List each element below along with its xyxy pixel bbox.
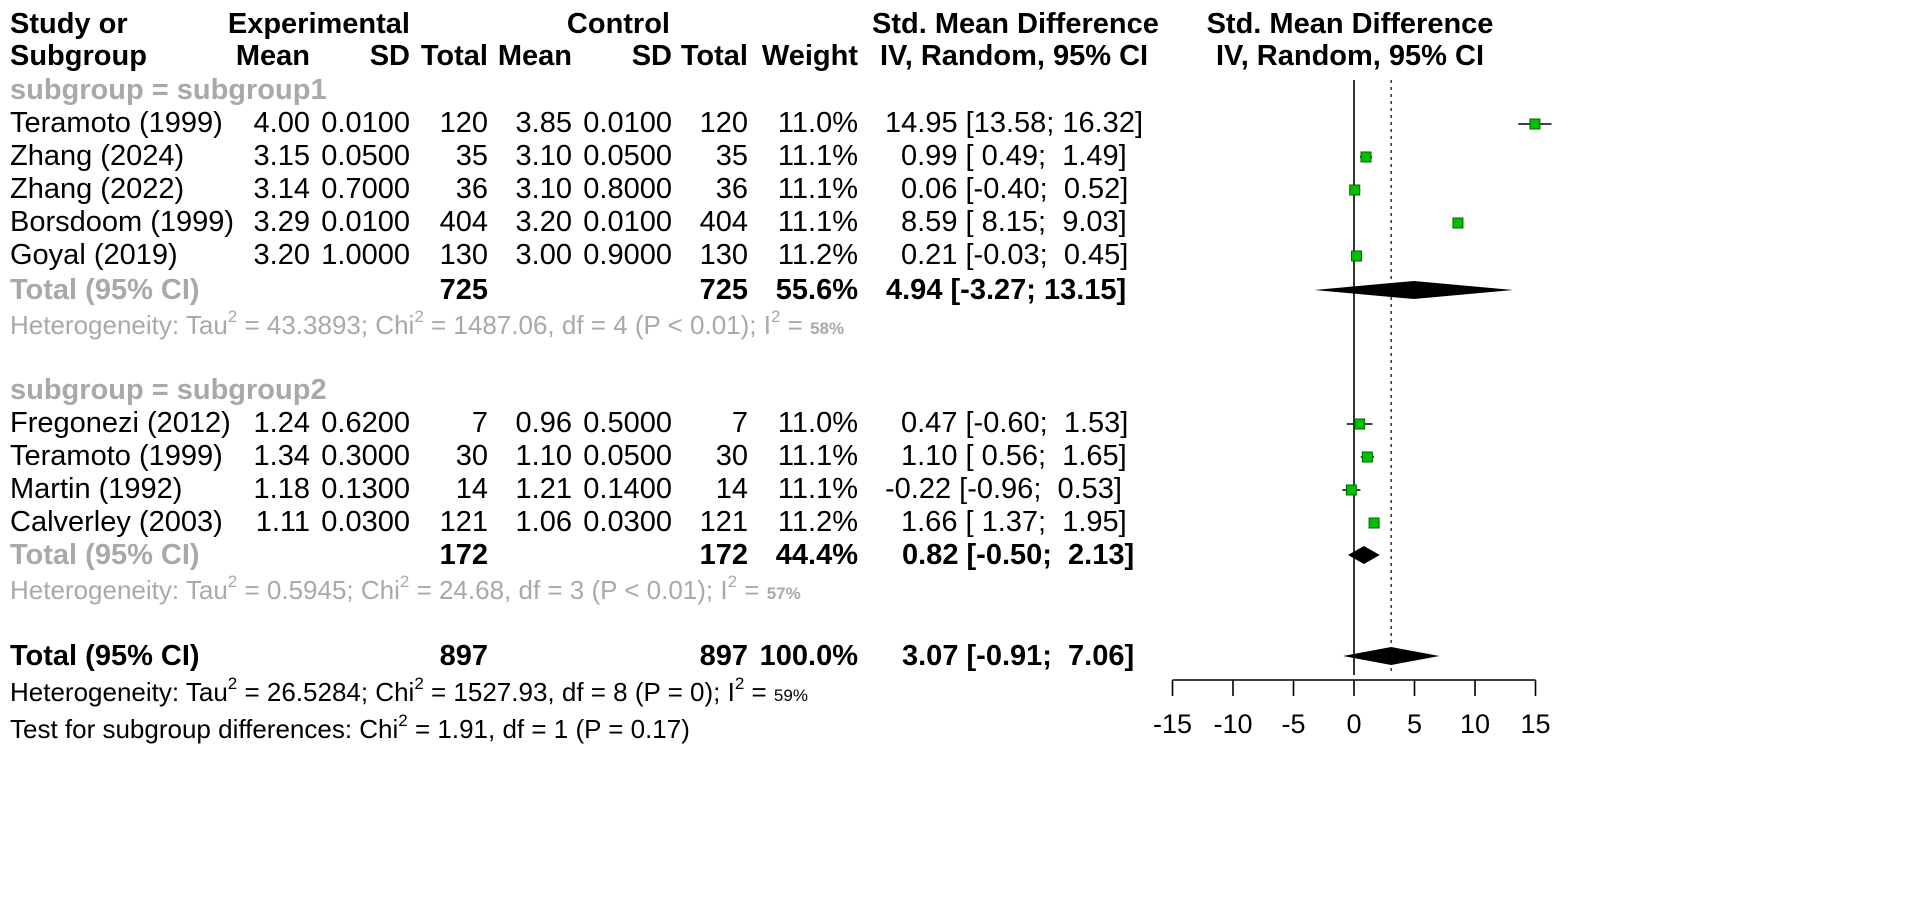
study-square: [1369, 518, 1379, 528]
study-name: Borsdoom (1999): [10, 206, 235, 238]
overall-weight: 100.0%: [759, 640, 858, 672]
summary-diamond-overall: [1343, 647, 1439, 665]
weight: 11.0%: [777, 107, 858, 139]
subgroup-ctrl-total: 725: [699, 274, 748, 306]
study-square: [1453, 218, 1463, 228]
ctrl-mean: 1.21: [515, 473, 572, 505]
ctrl-mean: 3.20: [515, 206, 572, 238]
header-exp-sd: SD: [369, 40, 410, 72]
ctrl-mean: 3.10: [515, 173, 572, 205]
exp-total: 7: [471, 407, 488, 439]
subgroup-smd-ci: 0.82 [-0.50; 2.13]: [902, 539, 1135, 571]
subgroup-total-label: Total (95% CI): [10, 539, 200, 571]
exp-sd: 0.6200: [321, 407, 410, 439]
study-name: Teramoto (1999): [10, 107, 223, 139]
ctrl-sd: 0.0100: [583, 206, 672, 238]
subgroup-smd-ci: 4.94 [-3.27; 13.15]: [886, 274, 1127, 306]
overall-ctrl-total: 897: [699, 640, 748, 672]
header-exp-mean: Mean: [235, 40, 310, 72]
study-name: Calverley (2003): [10, 506, 223, 538]
overall-smd-ci: 3.07 [-0.91; 7.06]: [902, 640, 1135, 672]
header-ctrl-total: Total: [680, 40, 748, 72]
exp-mean: 3.29: [253, 206, 310, 238]
ctrl-total: 36: [715, 173, 748, 205]
smd-ci: 1.66 [ 1.37; 1.95]: [901, 506, 1127, 538]
exp-mean: 3.20: [253, 239, 310, 271]
overall-exp-total: 897: [439, 640, 488, 672]
exp-mean: 4.00: [253, 107, 310, 139]
ctrl-mean: 3.00: [515, 239, 572, 271]
header-weight: Weight: [761, 40, 858, 72]
exp-total: 120: [439, 107, 488, 139]
x-tick-label: 5: [1406, 709, 1423, 739]
study-square: [1352, 251, 1362, 261]
weight: 11.1%: [777, 206, 858, 238]
summary-diamond-subgroup2: [1348, 546, 1380, 564]
exp-sd: 0.0500: [321, 140, 410, 172]
exp-total: 35: [455, 140, 488, 172]
study-square: [1346, 485, 1356, 495]
header-exp-total: Total: [420, 40, 488, 72]
subgroup-label: subgroup = subgroup2: [10, 374, 327, 406]
weight: 11.1%: [777, 173, 858, 205]
ctrl-total: 404: [699, 206, 748, 238]
ctrl-total: 120: [699, 107, 748, 139]
exp-sd: 0.7000: [321, 173, 410, 205]
ctrl-total: 130: [699, 239, 748, 271]
ctrl-total: 35: [715, 140, 748, 172]
subgroup-total-label: Total (95% CI): [10, 274, 200, 306]
ctrl-mean: 3.85: [515, 107, 572, 139]
exp-sd: 1.0000: [321, 239, 410, 271]
exp-mean: 1.18: [253, 473, 310, 505]
heterogeneity-text: Heterogeneity: Tau$^2$ = 43.3893; Chi$^2$ = 1487.06, df = 4 (P < 0.01); $I^2 = 58\%$: [10, 307, 845, 340]
x-tick-label: -10: [1213, 709, 1253, 739]
ctrl-mean: 1.10: [515, 440, 572, 472]
ctrl-sd: 0.9000: [583, 239, 672, 271]
subgroup-label: subgroup = subgroup1: [10, 74, 327, 106]
header-experimental: Experimental: [227, 8, 410, 40]
study-name: Martin (1992): [10, 473, 183, 505]
subgroup-exp-total: 725: [439, 274, 488, 306]
smd-ci: 8.59 [ 8.15; 9.03]: [901, 206, 1127, 238]
weight: 11.1%: [777, 140, 858, 172]
smd-ci: 0.99 [ 0.49; 1.49]: [901, 140, 1127, 172]
smd-ci: 0.47 [-0.60; 1.53]: [901, 407, 1129, 439]
ctrl-total: 30: [715, 440, 748, 472]
header-study-line2: Subgroup: [10, 40, 147, 72]
ctrl-sd: 0.0300: [583, 506, 672, 538]
heterogeneity-text: Heterogeneity: Tau$^2$ = 0.5945; Chi$^2$ = 24.68, df = 3 (P < 0.01); $I^2 = 57\%$: [10, 572, 801, 605]
study-square: [1362, 452, 1372, 462]
ctrl-mean: 3.10: [515, 140, 572, 172]
weight: 11.1%: [777, 440, 858, 472]
study-square: [1361, 152, 1371, 162]
x-tick-label: 15: [1520, 709, 1551, 739]
x-tick-label: 10: [1459, 709, 1491, 739]
ctrl-total: 14: [715, 473, 748, 505]
ctrl-sd: 0.0100: [583, 107, 672, 139]
subgroup-weight: 44.4%: [775, 539, 858, 571]
exp-sd: 0.3000: [321, 440, 410, 472]
exp-sd: 0.0100: [321, 107, 410, 139]
study-name: Zhang (2022): [10, 173, 185, 205]
smd-ci: -0.22 [-0.96; 0.53]: [885, 473, 1122, 505]
exp-mean: 3.15: [253, 140, 310, 172]
ctrl-mean: 0.96: [515, 407, 572, 439]
ctrl-sd: 0.5000: [583, 407, 672, 439]
smd-ci: 0.21 [-0.03; 0.45]: [901, 239, 1129, 271]
study-square: [1530, 119, 1540, 129]
exp-sd: 0.0300: [321, 506, 410, 538]
exp-mean: 1.24: [253, 407, 310, 439]
weight: 11.2%: [777, 239, 858, 271]
exp-sd: 0.1300: [321, 473, 410, 505]
header-ctrl-mean: Mean: [497, 40, 572, 72]
header-ctrl-sd: SD: [631, 40, 672, 72]
weight: 11.2%: [777, 506, 858, 538]
exp-total: 121: [439, 506, 488, 538]
study-name: Teramoto (1999): [10, 440, 223, 472]
study-name: Goyal (2019): [10, 239, 178, 271]
exp-total: 36: [455, 173, 488, 205]
exp-total: 404: [439, 206, 488, 238]
header-study-line1: Study or: [10, 8, 128, 40]
exp-total: 14: [455, 473, 488, 505]
ctrl-total: 121: [699, 506, 748, 538]
ctrl-sd: 0.0500: [583, 440, 672, 472]
study-name: Zhang (2024): [10, 140, 185, 172]
smd-ci: 0.06 [-0.40; 0.52]: [901, 173, 1129, 205]
header-plot-line1: Std. Mean Difference: [1206, 8, 1494, 40]
subgroup-differences-text: Test for subgroup differences: Chi$^2$ = 1.91, df = 1 (P = 0.17): [10, 711, 690, 744]
x-tick-label: -15: [1152, 709, 1193, 739]
exp-mean: 3.14: [253, 173, 310, 205]
weight: 11.0%: [777, 407, 858, 439]
overall-total-label: Total (95% CI): [10, 640, 200, 672]
exp-mean: 1.11: [255, 506, 310, 538]
exp-total: 130: [439, 239, 488, 271]
study-square: [1350, 185, 1360, 195]
study-square: [1355, 419, 1365, 429]
exp-mean: 1.34: [253, 440, 310, 472]
exp-total: 30: [455, 440, 488, 472]
x-tick-label: 0: [1346, 709, 1362, 739]
header-control: Control: [566, 8, 670, 40]
ctrl-sd: 0.1400: [583, 473, 672, 505]
subgroup-exp-total: 172: [439, 539, 488, 571]
weight: 11.1%: [777, 473, 858, 505]
overall-heterogeneity-text: Heterogeneity: Tau$^2$ = 26.5284; Chi$^2$ = 1527.93, df = 8 (P = 0); $I^2 = 59\%$: [10, 674, 808, 707]
x-tick-label: -5: [1281, 709, 1306, 739]
ctrl-total: 7: [731, 407, 748, 439]
ctrl-sd: 0.8000: [583, 173, 672, 205]
summary-diamond-subgroup1: [1314, 281, 1513, 299]
subgroup-ctrl-total: 172: [699, 539, 748, 571]
exp-sd: 0.0100: [321, 206, 410, 238]
header-smd-line1: Std. Mean Difference: [872, 8, 1159, 40]
smd-ci: 1.10 [ 0.56; 1.65]: [901, 440, 1127, 472]
header-smd-line2: IV, Random, 95% CI: [880, 40, 1149, 72]
ctrl-sd: 0.0500: [583, 140, 672, 172]
study-name: Fregonezi (2012): [10, 407, 231, 439]
subgroup-weight: 55.6%: [775, 274, 858, 306]
header-plot-line2: IV, Random, 95% CI: [1215, 40, 1485, 72]
smd-ci: 14.95 [13.58; 16.32]: [885, 107, 1143, 139]
ctrl-mean: 1.06: [515, 506, 572, 538]
